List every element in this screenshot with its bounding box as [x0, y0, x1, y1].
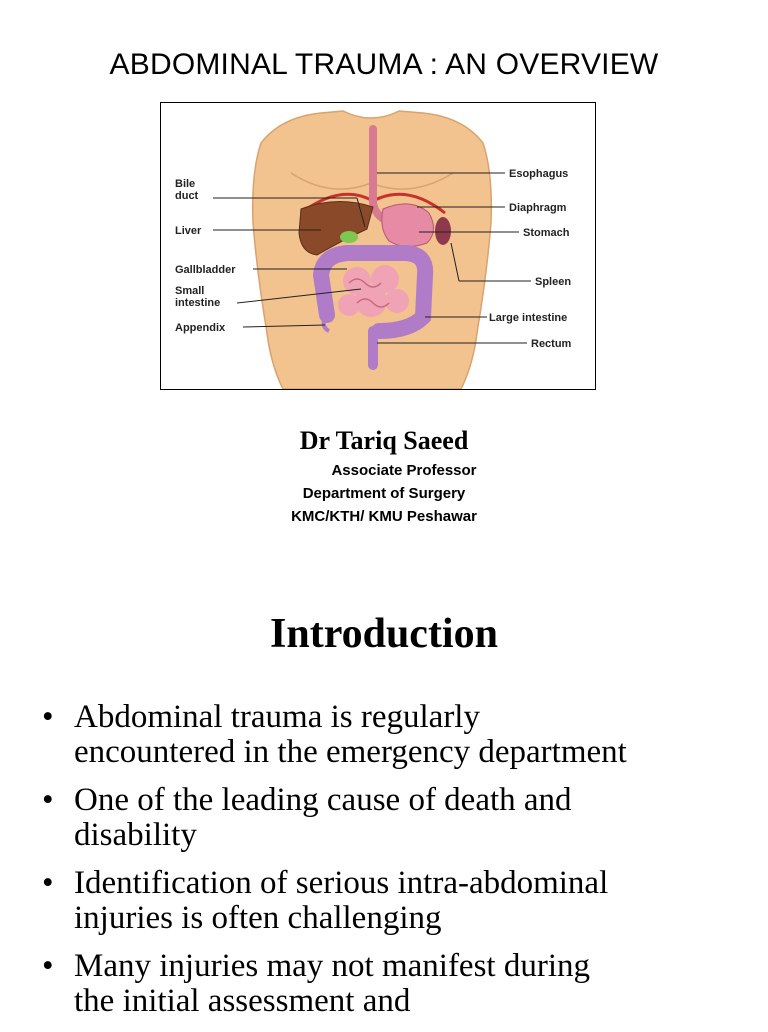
- gallbladder-shape: [340, 231, 358, 243]
- bullet-item: [40, 783, 740, 853]
- label-spleen: Spleen: [535, 276, 572, 288]
- bullet-text-line1: Many injuries may not manifest during: [74, 948, 590, 984]
- bullet-text-line2: disability: [74, 817, 197, 853]
- bullet-item: [40, 700, 740, 770]
- bullet-text-line1: Identification of serious intra-abdominal: [74, 865, 609, 901]
- label-gallbladder: Gallbladder: [175, 264, 236, 276]
- bullet-item: [40, 866, 740, 936]
- label-stomach: Stomach: [523, 227, 570, 239]
- author-institution: KMC/KTH/ KMU Peshawar: [291, 508, 477, 525]
- label-appendix: Appendix: [175, 322, 226, 334]
- section-heading: Introduction: [270, 611, 498, 657]
- bullet-text-line2: the initial assessment and: [74, 983, 411, 1019]
- label-bile-duct-line1: Bile: [175, 178, 196, 190]
- bullet-text-line1: One of the leading cause of death and: [74, 782, 572, 818]
- author-name: Dr Tariq Saeed: [299, 426, 469, 455]
- bullet-text-line1: Abdominal trauma is regularly: [74, 699, 480, 735]
- bullet-list: [40, 700, 740, 1032]
- author-position: Associate Professor: [331, 462, 477, 479]
- label-large-intestine: Large intestine: [489, 312, 568, 324]
- label-liver: Liver: [175, 225, 202, 237]
- spleen-shape: [435, 217, 451, 245]
- label-esophagus: Esophagus: [509, 168, 569, 180]
- bullet-symbol: •: [42, 782, 54, 818]
- bullet-text-line2: encountered in the emergency department: [74, 734, 627, 770]
- stomach-shape: [382, 204, 434, 247]
- label-small-intestine-line2: intestine: [175, 297, 221, 309]
- bullet-symbol: •: [42, 865, 54, 901]
- label-diaphragm: Diaphragm: [509, 202, 567, 214]
- slide-title: ABDOMINAL TRAUMA : AN OVERVIEW: [109, 48, 659, 81]
- label-bile-duct-line2: duct: [175, 190, 199, 202]
- bullet-symbol: •: [42, 948, 54, 984]
- bullet-text-line2: injuries is often challenging: [74, 900, 442, 936]
- abdominal-anatomy-illustration: [161, 103, 595, 389]
- anatomy-figure: [160, 102, 596, 390]
- label-rectum: Rectum: [531, 338, 572, 350]
- author-department: Department of Surgery: [302, 485, 466, 502]
- bullet-symbol: •: [42, 699, 54, 735]
- label-small-intestine-line1: Small: [175, 285, 205, 297]
- bullet-item: [40, 949, 740, 1019]
